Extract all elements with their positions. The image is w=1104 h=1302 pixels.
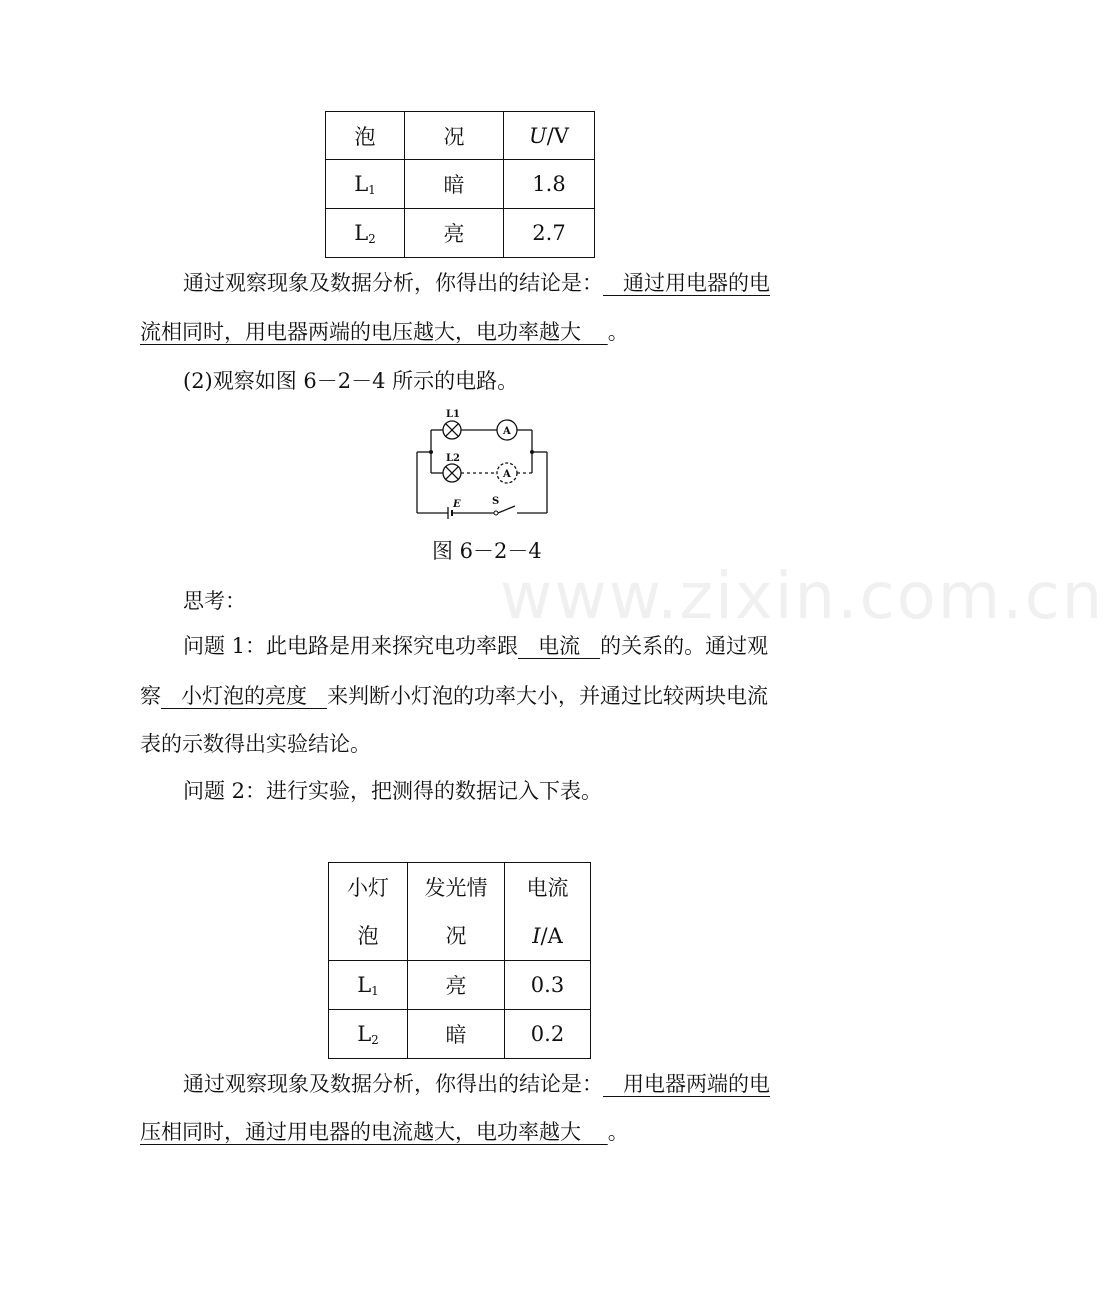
- conclusion-1-line-1: 通过观察现象及数据分析，你得出的结论是： 通过用电器的电: [183, 271, 771, 295]
- conclusion-2-line-1: 通过观察现象及数据分析，你得出的结论是： 用电器两端的电: [183, 1072, 771, 1096]
- table-header-cell: 况: [405, 112, 504, 160]
- ammeter-label: A: [503, 426, 511, 437]
- lamp-l1-label: L1: [446, 409, 460, 420]
- table-header-cell: 发光情 况: [408, 863, 505, 961]
- table-current: [328, 862, 591, 1059]
- switch-label: S: [492, 496, 500, 507]
- table-row: $L_2$ 亮 2.7: [326, 209, 595, 258]
- lamp-l2-label: L2: [446, 453, 460, 464]
- table-voltage: [325, 111, 595, 258]
- watermark: www.zixin.com.cn: [500, 560, 1104, 634]
- question-1-line-1: 问题 1：此电路是用来探究电功率跟 电流 的关系的。通过观: [183, 634, 769, 658]
- table-header-cell: 电流 I/A: [505, 863, 591, 961]
- table-header-cell: 泡: [326, 112, 405, 160]
- item-2-text: (2)观察如图 6－2－4 所示的电路。: [183, 369, 519, 393]
- conclusion-2-line-2: 压相同时，通过用电器的电流越大，电功率越大 。: [140, 1120, 629, 1144]
- figure-caption: 图 6－2－4: [432, 539, 542, 563]
- conclusion-1-line-2: 流相同时，用电器两端的电压越大，电功率越大 。: [140, 320, 629, 344]
- table-row: $L_1$ 亮 0.3: [329, 961, 591, 1010]
- circuit-diagram: [405, 403, 555, 523]
- ammeter-label: A: [503, 469, 511, 480]
- table-header-cell: U/V: [504, 112, 595, 160]
- question-2-text: 问题 2：进行实验，把测得的数据记入下表。: [183, 779, 603, 803]
- table-row: $L_2$ 暗 0.2: [329, 1010, 591, 1059]
- question-1-line-2: 察 小灯泡的亮度 来判断小灯泡的功率大小，并通过比较两块电流: [140, 684, 769, 708]
- think-heading: 思考：: [183, 589, 246, 613]
- table-row: $L_1$ 暗 1.8: [326, 160, 595, 209]
- question-1-line-3: 表的示数得出实验结论。: [140, 732, 371, 756]
- battery-label: E: [453, 499, 461, 510]
- table-header-cell: 小灯 泡: [329, 863, 408, 961]
